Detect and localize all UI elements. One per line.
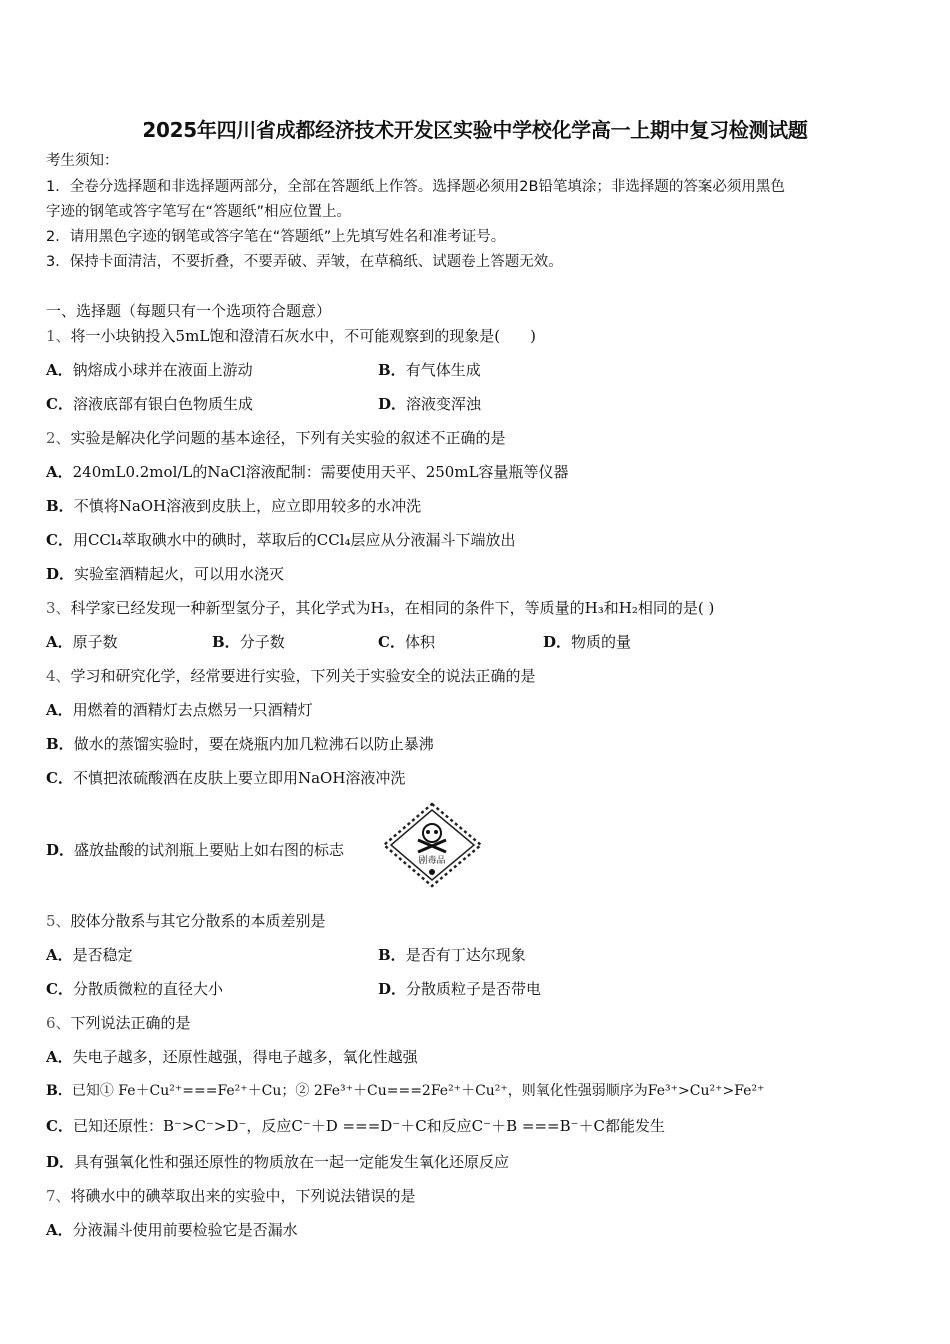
option-a: A．失电子越多，还原性越强，得电子越多，氧化性越强 [46,1048,418,1066]
notice-item: 2．请用黑色字迹的钢笔或答字笔在“答题纸”上先填写姓名和准考证号。 [46,229,506,245]
option-c: C．分散质微粒的直径大小 [46,980,223,998]
question-1-stem: 1、将一小块钠投入5mL饱和澄清石灰水中，不可能观察到的现象是( ) [46,327,536,345]
page-title: 2025年四川省成都经济技术开发区实验中学校化学高一上期中复习检测试题 [142,118,808,142]
option-c: C．已知还原性：B⁻>C⁻>D⁻，反应C⁻＋D ===D⁻＋C和反应C⁻＋B ===B⁻＋C都能发生 [46,1117,665,1135]
notice-item: 3．保持卡面清洁，不要折叠，不要弄破、弄皱，在草稿纸、试题卷上答题无效。 [46,254,563,270]
option-c: C．溶液底部有银白色物质生成 [46,395,253,413]
option-b: B．已知① Fe＋Cu²⁺===Fe²⁺＋Cu；② 2Fe³⁺＋Cu===2Fe²⁺＋Cu²⁺，则氧化性强弱顺序为Fe³⁺>Cu²⁺>Fe²⁺ [46,1083,765,1099]
option-d: D．盛放盐酸的试剂瓶上要贴上如右图的标志 [46,841,345,859]
option-d: D．物质的量 [543,633,632,651]
option-a: A．分液漏斗使用前要检验它是否漏水 [46,1221,298,1239]
option-b: B．做水的蒸馏实验时，要在烧瓶内加几粒沸石以防止暴沸 [46,735,434,753]
option-d: D．具有强氧化性和强还原性的物质放在一起一定能发生氧化还原反应 [46,1153,510,1171]
option-a: A．原子数 [46,633,118,651]
option-c: C．用CCl₄萃取碘水中的碘时，萃取后的CCl₄层应从分液漏斗下端放出 [46,531,516,549]
notice-heading: 考生须知： [46,153,119,169]
notice-item: 字迹的钢笔或答字笔写在“答题纸”相应位置上。 [46,204,352,220]
question-4-stem: 4、学习和研究化学，经常要进行实验，下列关于实验安全的说法正确的是 [46,667,536,685]
option-a: A．用燃着的酒精灯去点燃另一只酒精灯 [46,701,313,719]
option-a: A．240mL0.2mol/L的NaCl溶液配制：需要使用天平、250mL容量瓶等仪器 [46,463,569,481]
option-b: B．不慎将NaOH溶液到皮肤上，应立即用较多的水冲洗 [46,497,422,515]
question-7-stem: 7、将碘水中的碘萃取出来的实验中，下列说法错误的是 [46,1187,416,1205]
question-6-stem: 6、下列说法正确的是 [46,1014,191,1032]
toxic-hazard-sign-icon [380,800,485,890]
sign-label: 剧毒品 [418,856,446,866]
section-heading: 一、选择题（每题只有一个选项符合题意） [46,302,332,320]
option-c: C．体积 [378,633,435,651]
option-a: A．钠熔成小球并在液面上游动 [46,361,253,379]
question-5-stem: 5、胶体分散系与其它分散系的本质差别是 [46,912,326,930]
question-3-stem: 3、科学家已经发现一种新型氢分子，其化学式为H₃，在相同的条件下，等质量的H₃和H₂相同的是( ) [46,599,715,617]
option-d: D．分散质粒子是否带电 [378,980,542,998]
option-a: A．是否稳定 [46,946,133,964]
notice-item: 1．全卷分选择题和非选择题两部分，全部在答题纸上作答。选择题必须用2B铅笔填涂；非选择题的答案必须用黑色 [46,179,785,195]
option-b: B．是否有丁达尔现象 [378,946,526,964]
option-c: C．不慎把浓硫酸洒在皮肤上要立即用NaOH溶液冲洗 [46,769,406,787]
option-d: D．溶液变浑浊 [378,395,482,413]
option-b: B．分子数 [212,633,285,651]
option-b: B．有气体生成 [378,361,481,379]
question-2-stem: 2、实验是解决化学问题的基本途径，下列有关实验的叙述不正确的是 [46,429,506,447]
option-d: D．实验室酒精起火，可以用水浇灭 [46,565,285,583]
